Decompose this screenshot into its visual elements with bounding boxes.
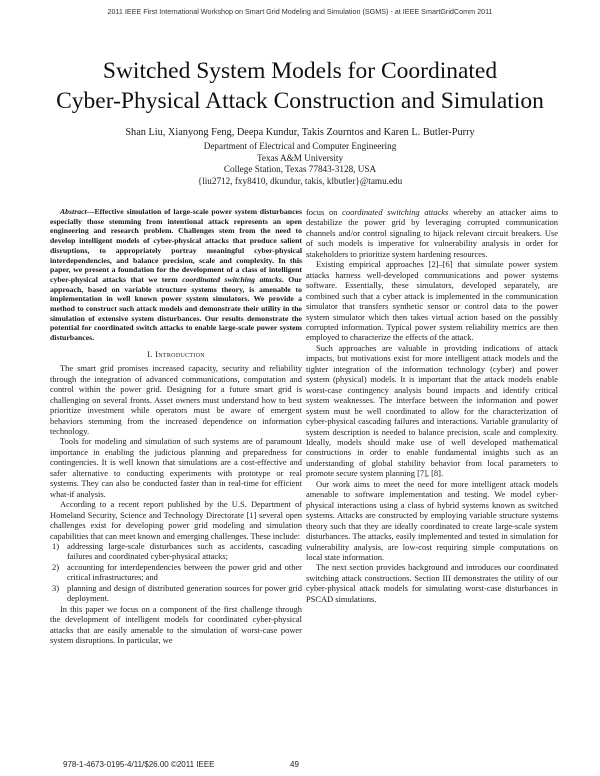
author-list: Shan Liu, Xianyong Feng, Deepa Kundur, Takis Zourntos and Karen L. Butler-Purry (125, 127, 475, 138)
emails: {liu2712, fxy8410, dkundur, takis, klbutler}@tamu.edu (197, 175, 403, 186)
address: College Station, Texas 77843-3128, USA (223, 164, 377, 174)
right-paragraph-1 (306, 207, 558, 259)
right-paragraph-2: Existing empirical approaches [2]–[6] that simulate power system attacks harness well-developed communications and power systems software. Essentially, these simulators, developed separately, are combined such that a cyber attack is implemented in the communication simulator that transfers synthetic sensor or control data to the power system simulator which then takes virtual action based on the possibly corrupted information. Typical power system reliability metrics are then employed to characterize the effects of the attack. (306, 259, 558, 343)
abstract-text-1: —Effective simulation of large-scale power system disturbances especially those stemming from intentional attack represents an open engineering and research problem. Challenges stem from the need to develop intelligent models of cyber-physical attacks that produce salient disruptions, to appropriately portray meaningful cyber-physical interdependencies, and balance precision, scale and complexity. In this paper, we present a foundation for the development of a class of intelligent cyber-physical attacks that we term (50, 207, 302, 284)
challenge-list (50, 541, 302, 604)
challenge-item: accounting for interdependencies between the power grid and other critical infrastructures; and (67, 561, 302, 583)
intro-paragraph-2: Tools for modeling and simulation of such systems are of paramount importance in enabling the judicious planning and preparedness for contingencies. It is well known that simulations are a cost-effective and safer alternative to conducting experiments with prototype or real systems. They can also be conducted faster than in real-time for efficient what-if analysis. (50, 436, 302, 499)
abstract-emphasis: coordinated switching attacks (182, 274, 282, 284)
right-paragraph-3: Such approaches are valuable in providing indications of attack impacts, but motivations exist for more intelligent attack models and the tighter integration of the information technology (cyber) and power system (physical) models. It is important that the attack models enable worst-case contingency analysis bound impacts and identify critical system weaknesses. The interface between the information and power system must be well coordinated to allow for the characterization of cyber-physical cascading failures and interactions. Variable granularity of system description is needed to balance precision, scale and complexity. Ideally, models should make use of well developed mathematical constructions in order to enable fundamental insights such as an understanding of global stability behavior from local parameters to promote secure system planning [7], [8]. (306, 342, 558, 479)
challenge-item: planning and design of distributed generation sources for power grid deployment. (67, 582, 302, 604)
abstract-label: Abstract (60, 207, 87, 216)
right-paragraph-5: The next section provides background and introduces our coordinated switching attack constructions. Section III demonstrates the utility of our cyber-physical attack models for simulating worst-case disturbances in PSCAD simulations. (306, 562, 558, 604)
title-line-2: Cyber-Physical Attack Construction and Simulation (56, 88, 544, 114)
section-heading-introduction (50, 349, 302, 359)
intro-paragraph-1: The smart grid promises increased capacity, security and reliability through the integration of advanced communications, computation and control within the power grid. Designing for a future smart grid is challenging on several fronts. Asset owners must understand how to best prioritize investment while operators must be aware of emergent behaviors stemming from the increased dependence on information technology. (50, 363, 302, 437)
page-number: 49 (290, 760, 299, 769)
right-p1-text-2: whereby an attacker aims to destabilize the power grid by leveraging corrupted communication channels and/or control signaling to hijack relevant circuit breakers. Use of such models is imperative for vulnerability analysis in order for stakeholders to prioritize system hardening resources. (306, 207, 558, 259)
abstract-text-2: . Our approach, based on variable structure systems theory, is amenable to implementation in well known power system simulators. We provide a method to construct such attack models and demonstrate their utility in the simulation of extensive system disturbances. Our results demonstrate the potential for coordinated switch attacks to enable large-scale power system disturbances. (50, 274, 302, 343)
section-number: I. (147, 348, 156, 359)
university: Texas A&M University (256, 152, 344, 163)
intro-paragraph-3: According to a recent report published by the U.S. Department of Homeland Security, Science and Technology Directorate [1] several open challenges exist for developing power grid modeling and simulation capabilities that can meet known and emerging challenges. These include: (50, 499, 302, 541)
intro-paragraph-4: In this paper we focus on a component of the first challenge through the development of intelligent models for coordinated cyber-physical attacks that are easily amenable to the simulation of worst-case power system disruptions. In particular, we (50, 603, 302, 646)
right-paragraph-4: Our work aims to meet the need for more intelligent attack models amenable to software implementation and testing. We model cyber-physical interactions using a class of hybrid systems known as switched systems. Attacks are constructed by employing variable structure systems theory such that they are ideally coordinated to create large-scale system disturbances. The attacks, easily implemented and tested in simulation for vulnerability analysis, are low-cost requiring simple computations on local state information. (306, 478, 558, 562)
challenge-item: addressing large-scale disturbances such as accidents, cascading failures and coordinated cyber-physical attacks; (67, 541, 302, 562)
department: Department of Electrical and Computer Engineering (203, 141, 397, 151)
section-title: Introduction (155, 348, 205, 359)
title-line-1: Switched System Models for Coordinated (102, 58, 498, 84)
right-p1-text-1: focus on (306, 207, 343, 217)
conference-header: 2011 IEEE First International Workshop on Smart Grid Modeling and Simulation (SGMS) - at IEEE SmartGridComm 2011 (107, 7, 493, 16)
abstract (50, 207, 302, 343)
left-column (50, 207, 302, 646)
right-column (306, 207, 558, 604)
right-p1-emphasis: coordinated switching attacks (342, 207, 449, 217)
affiliation-block (60, 141, 540, 187)
footer-isbn: 978-1-4673-0195-4/11/$26.00 ©2011 IEEE (63, 760, 215, 769)
paper-title (40, 56, 560, 116)
